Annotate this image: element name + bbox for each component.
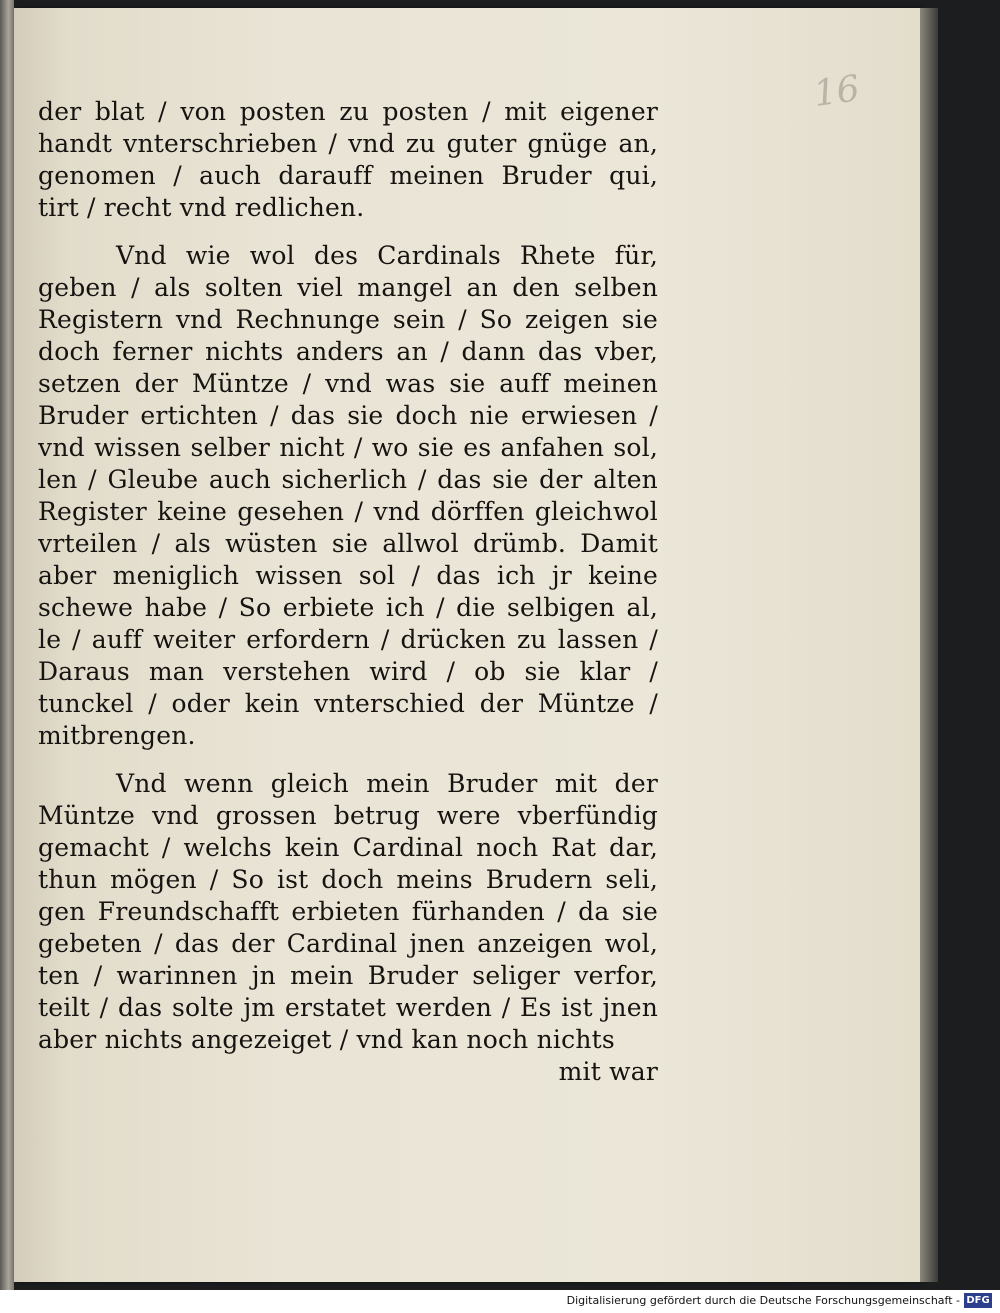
page-text <box>38 96 658 1088</box>
text-line: handt vnterschrieben / vnd zu guter gnüge an, <box>38 129 658 158</box>
text-line: Müntze vnd grossen betrug were vberfündig <box>38 801 658 830</box>
text-line: teilt / das solte jm erstatet werden / Es ist jnen <box>38 993 658 1022</box>
text-line: ten / warinnen jn mein Bruder seliger verfor, <box>38 961 658 990</box>
text-line: Vnd wie wol des Cardinals Rhete für, <box>116 241 658 270</box>
text-line: Daraus man verstehen wird / ob sie klar / <box>38 657 658 686</box>
text-line: doch ferner nichts anders an / dann das vber, <box>38 337 658 366</box>
paragraph <box>38 240 658 752</box>
text-line: genomen / auch darauff meinen Bruder qui, <box>38 161 658 190</box>
folio-number: 16 <box>811 68 863 116</box>
text-line: tunckel / oder kein vnterschied der Müntze / <box>38 689 658 718</box>
catchword: mit war <box>558 1057 658 1086</box>
text-line: Registern vnd Rechnunge sein / So zeigen sie <box>38 305 658 334</box>
dfg-logo: DFG <box>964 1293 992 1308</box>
text-line: len / Gleube auch sicherlich / das sie der alten <box>38 465 658 494</box>
footer-credit: Digitalisierung gefördert durch die Deutsche Forschungsgemeinschaft - <box>566 1294 960 1307</box>
book-gutter-edge <box>0 0 14 1290</box>
text-line: schewe habe / So erbiete ich / die selbigen al, <box>38 593 658 622</box>
text-line: setzen der Müntze / vnd was sie auff meinen <box>38 369 658 398</box>
text-line: Register keine gesehen / vnd dörffen gleichwol <box>38 497 658 526</box>
paragraph <box>38 768 658 1056</box>
paragraph-gap <box>38 752 658 768</box>
text-line: thun mögen / So ist doch meins Brudern seli, <box>38 865 658 894</box>
text-line: gen Freundschafft erbieten fürhanden / da sie <box>38 897 658 926</box>
page-edge-shadow <box>920 8 938 1282</box>
text-line: tirt / recht vnd redlichen. <box>38 193 365 222</box>
text-line: aber nichts angezeiget / vnd kan noch nichts <box>38 1025 615 1054</box>
text-line: gebeten / das der Cardinal jnen anzeigen wol, <box>38 929 658 958</box>
text-line: aber meniglich wissen sol / das ich jr keine <box>38 561 658 590</box>
text-line: vnd wissen selber nicht / wo sie es anfahen sol, <box>38 433 658 462</box>
text-line: der blat / von posten zu posten / mit eigener <box>38 97 658 126</box>
paragraph <box>38 96 658 224</box>
text-line: geben / als solten viel mangel an den selben <box>38 273 658 302</box>
paragraph-gap <box>38 224 658 240</box>
text-line: mitbrengen. <box>38 721 196 750</box>
text-line: vrteilen / als wüsten sie allwol drümb. Damit <box>38 529 658 558</box>
digitization-footer <box>0 1290 1000 1313</box>
text-line: le / auff weiter erfordern / drücken zu lassen / <box>38 625 658 654</box>
text-line: Bruder ertichten / das sie doch nie erwiesen / <box>38 401 658 430</box>
text-line: gemacht / welchs kein Cardinal noch Rat dar, <box>38 833 658 862</box>
text-line: Vnd wenn gleich mein Bruder mit der <box>116 769 658 798</box>
